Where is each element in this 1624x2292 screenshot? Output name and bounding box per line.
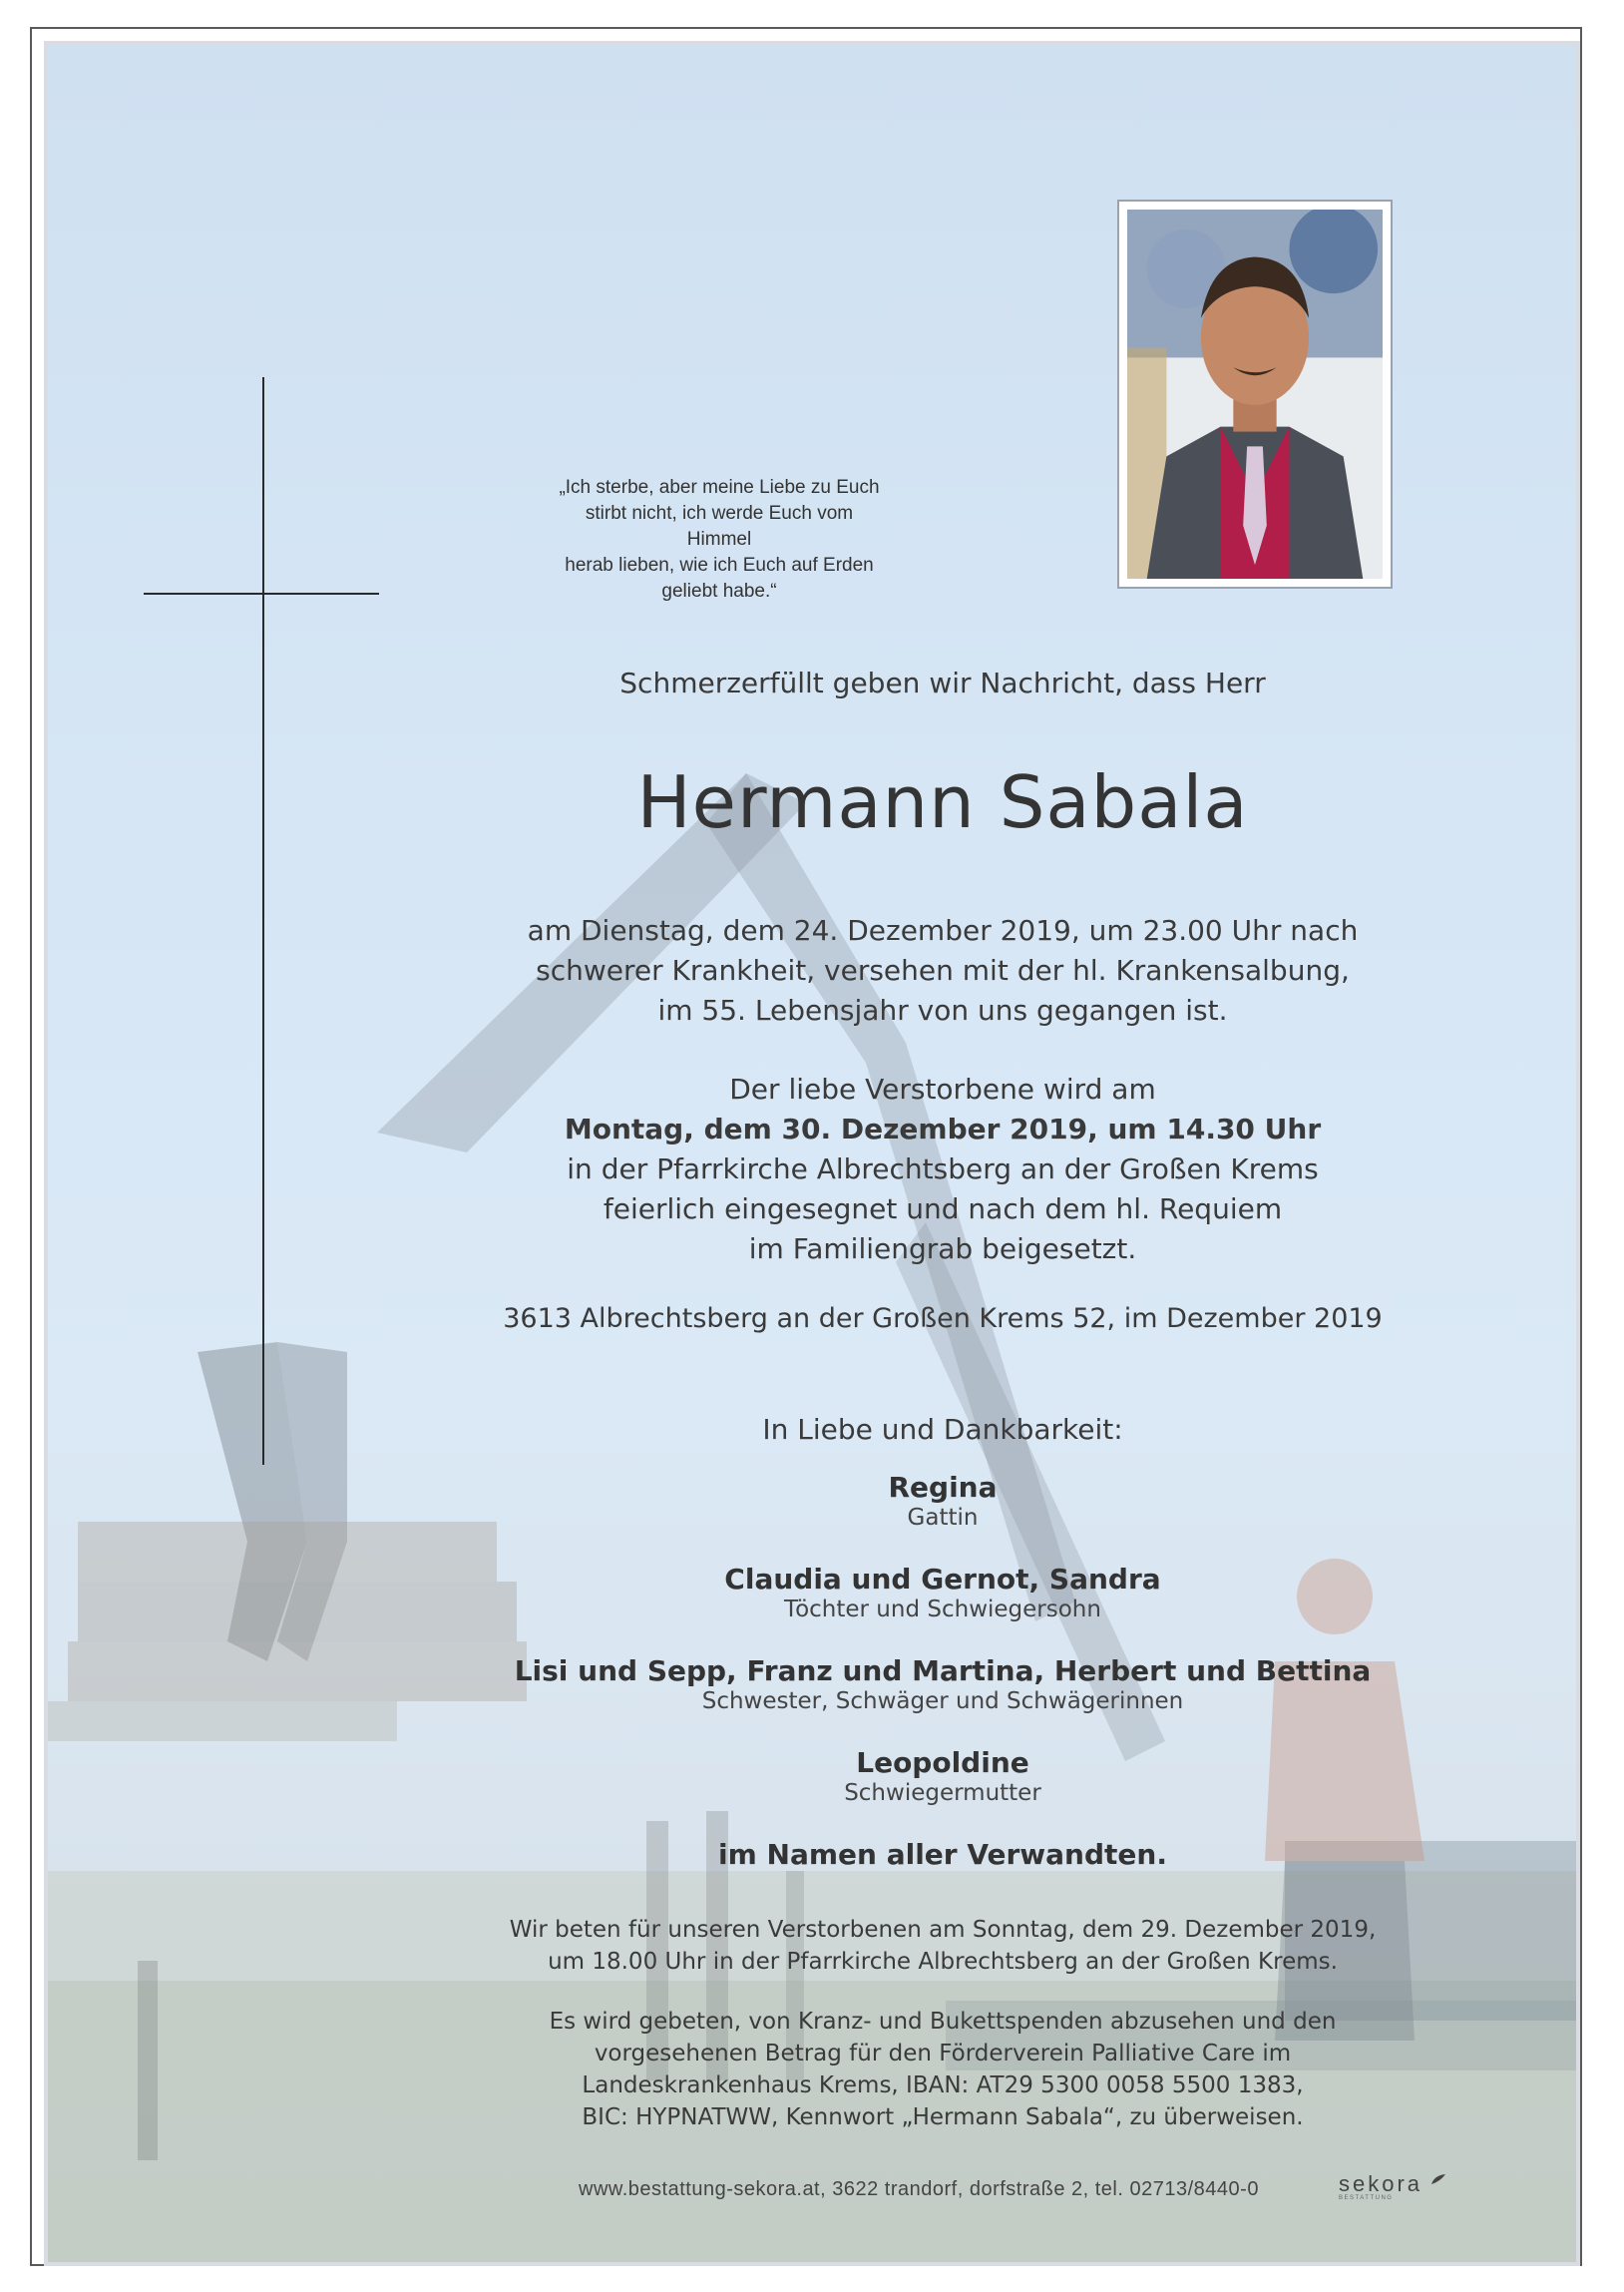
mourner-relation: Schwiegermutter [844,1780,1041,1806]
portrait-photo [1117,200,1393,589]
mourner-name: Lisi und Sepp, Franz und Martina, Herbert und Bettina [514,1654,1372,1687]
mourner-entry [439,1656,1446,1716]
funeral-line: feierlich eingesegnet und nach dem hl. Requiem [603,1192,1283,1225]
death-line: im 55. Lebensjahr von uns gegangen ist. [657,994,1228,1027]
rosary-notice [439,1914,1446,1978]
cross-vertical-bar [262,377,264,1465]
memorial-quote [555,475,884,605]
sekora-logo [1339,2171,1428,2211]
logo-subtitle: BESTATTUNG [1339,2195,1394,2201]
mourner-entry [439,1565,1446,1624]
portrait-illustration [1127,210,1383,579]
mourner-relation: Gattin [907,1505,979,1531]
mourner-name: Leopoldine [856,1746,1029,1779]
funeral-notice [439,1070,1446,1269]
funeral-line: im Familiengrab beigesetzt. [748,1232,1137,1265]
death-line: am Dienstag, dem 24. Dezember 2019, um 23.00 Uhr nach [527,914,1359,947]
donation-notice [439,2006,1446,2133]
announcement-lead: Schmerzerfüllt geben wir Nachricht, dass Herr [619,667,1266,699]
place-and-date: 3613 Albrechtsberg an der Großen Krems 52, im Dezember 2019 [503,1303,1383,1334]
mourner-entry [439,1748,1446,1808]
donation-line: BIC: HYPNATWW, Kennwort „Hermann Sabala“, zu überweisen. [582,2104,1304,2130]
funeral-date: Montag, dem 30. Dezember 2019, um 14.30 Uhr [564,1113,1322,1146]
funeral-line: in der Pfarrkirche Albrechtsberg an der Großen Krems [567,1152,1319,1185]
relatives-closing: im Namen aller Verwandten. [718,1838,1167,1871]
logo-wordmark: sekora [1339,2171,1423,2196]
deceased-name: Hermann Sabala [636,760,1249,844]
mourners-title: In Liebe und Dankbarkeit: [762,1413,1123,1446]
mourner-relation: Schwester, Schwäger und Schwägerinnen [701,1688,1184,1714]
death-line: schwerer Krankheit, versehen mit der hl. Krankensalbung, [536,954,1350,987]
mourner-name: Regina [888,1471,998,1504]
quote-line: geliebt habe.“ [661,581,777,602]
donation-line: Landeskrankenhaus Krems, IBAN: AT29 5300 0058 5500 1383, [582,2072,1304,2098]
rosary-line: Wir beten für unseren Verstorbenen am Sonntag, dem 29. Dezember 2019, [509,1917,1377,1943]
footer-contact: www.bestattung-sekora.at, 3622 trandorf, dorfstraße 2, tel. 02713/8440-0 [579,2178,1259,2200]
leaf-icon [1430,2173,1446,2185]
rosary-line: um 18.00 Uhr in der Pfarrkirche Albrechtsberg an der Großen Krems. [548,1949,1338,1975]
donation-line: vorgesehenen Betrag für den Förderverein Palliative Care im [594,2041,1292,2066]
cross-horizontal-bar [144,593,379,595]
quote-line: „Ich sterbe, aber meine Liebe zu Euch [559,477,880,498]
funeral-line: Der liebe Verstorbene wird am [729,1073,1156,1106]
quote-line: stirbt nicht, ich werde Euch vom Himmel [585,503,854,550]
mourner-entry [439,1473,1446,1533]
donation-line: Es wird gebeten, von Kranz- und Bukettspenden abzusehen und den [549,2009,1337,2035]
death-notice [439,911,1446,1031]
mourner-relation: Töchter und Schwiegersohn [784,1597,1101,1622]
mourner-name: Claudia und Gernot, Sandra [724,1563,1161,1596]
quote-line: herab lieben, wie ich Euch auf Erden [565,555,874,576]
